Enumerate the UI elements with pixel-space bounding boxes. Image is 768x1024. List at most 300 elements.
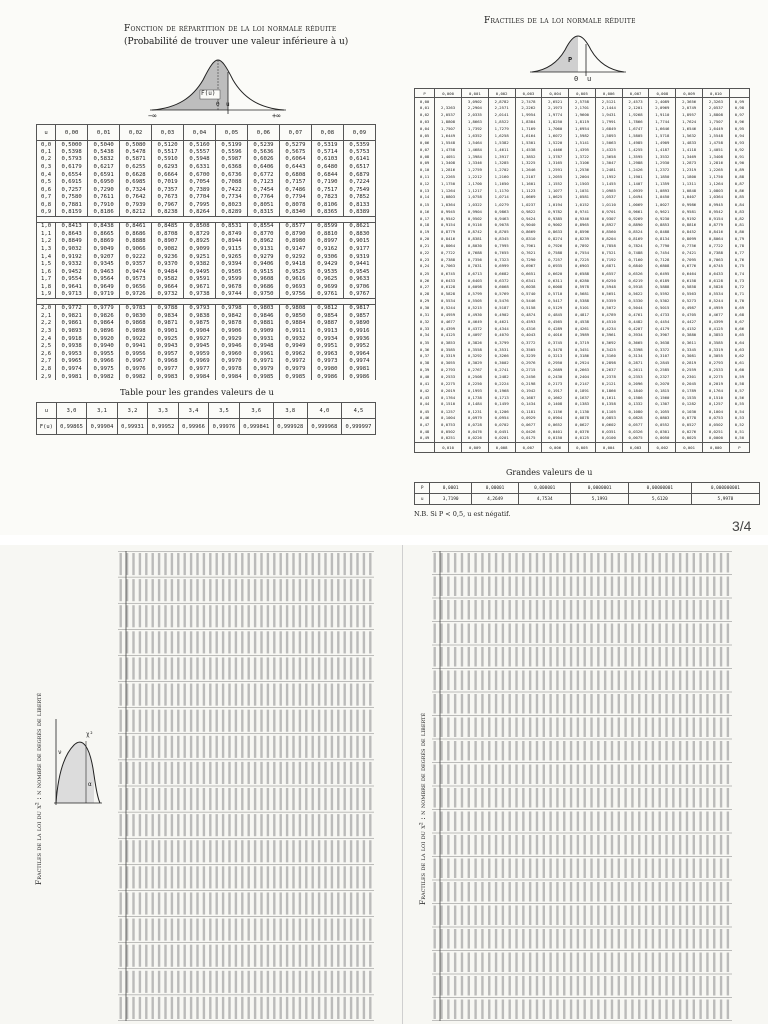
illegible-value-mark xyxy=(190,997,192,1019)
quantile-cell: 0,2950 xyxy=(542,359,569,366)
quantile-cell: 1,2212 xyxy=(461,173,488,180)
probability-cell: 0,8599 xyxy=(311,222,343,230)
illegible-value-mark xyxy=(495,906,497,926)
probability-cell: 0,8508 xyxy=(184,222,216,230)
probability-cell: 0,9953 xyxy=(56,350,88,358)
probability-cell: 0,9147 xyxy=(279,245,311,253)
quantile-cell: 0,4959 xyxy=(435,311,462,318)
illegible-value-mark xyxy=(158,762,160,784)
illegible-value-mark xyxy=(461,812,463,832)
illegible-value-mark xyxy=(543,718,545,738)
illegible-value-mark xyxy=(495,577,497,597)
quantile-cell: 0,2611 xyxy=(622,366,649,373)
illegible-value-mark xyxy=(584,812,586,832)
quantile-cell: 0,1687 xyxy=(515,394,542,401)
illegible-value-mark xyxy=(488,577,490,597)
illegible-value-mark xyxy=(631,553,633,573)
illegible-value-mark xyxy=(727,835,729,855)
illegible-value-mark xyxy=(132,684,134,706)
probability-cell: 0,9656 xyxy=(120,283,152,291)
illegible-value-mark xyxy=(631,882,633,902)
illegible-value-mark xyxy=(474,741,476,761)
illegible-value-mark xyxy=(713,624,715,644)
illegible-value-mark xyxy=(720,859,722,879)
illegible-value-mark xyxy=(292,814,294,836)
column-header: 0,001 xyxy=(461,89,488,98)
quantile-cell: 1,7392 xyxy=(461,125,488,132)
quantile-cell: 0,9863 xyxy=(488,208,515,215)
illegible-value-mark xyxy=(570,647,572,667)
illegible-value-mark xyxy=(267,553,269,575)
illegible-value-mark xyxy=(502,600,504,620)
quantile-cell: 1,1077 xyxy=(542,187,569,194)
row-p-value: 0,00 xyxy=(415,98,435,105)
quantile-cell: 0,0476 xyxy=(461,428,488,435)
illegible-value-mark xyxy=(468,882,470,902)
illegible-value-mark xyxy=(344,971,346,993)
illegible-value-mark xyxy=(515,1000,517,1020)
quantile-cell: 0,2767 xyxy=(461,366,488,373)
illegible-value-mark xyxy=(331,553,333,575)
illegible-value-mark xyxy=(665,929,667,949)
illegible-value-mark xyxy=(672,765,674,785)
row-p-right-value: 0,56 xyxy=(729,394,749,401)
illegible-value-mark xyxy=(659,600,661,620)
quantile-cell: 0,0050 xyxy=(649,435,676,442)
illegible-value-mark xyxy=(549,577,551,597)
illegible-value-mark xyxy=(522,906,524,926)
quantile-cell: 1,2591 xyxy=(542,166,569,173)
illegible-value-mark xyxy=(184,710,186,732)
illegible-value-mark xyxy=(570,741,572,761)
probability-cell: 0,9251 xyxy=(184,253,216,261)
quantile-cell: 0,4593 xyxy=(515,318,542,325)
illegible-value-mark xyxy=(652,882,654,902)
probability-cell: 0,9976 xyxy=(120,365,152,373)
probability-cell: 0,5636 xyxy=(247,148,279,156)
table-row xyxy=(37,260,376,268)
illegible-value-mark xyxy=(706,647,708,667)
row-u-value: 1,2 xyxy=(37,238,56,246)
row-u-value: 0,8 xyxy=(37,201,56,209)
quantile-cell: 2,0537 xyxy=(703,104,730,111)
illegible-value-mark xyxy=(434,1000,436,1020)
illegible-value-mark xyxy=(203,553,205,575)
illegible-value-mark xyxy=(515,718,517,738)
illegible-value-mark xyxy=(611,694,613,714)
probability-cell: 0,5517 xyxy=(152,148,184,156)
illegible-value-mark xyxy=(152,631,154,653)
illegible-value-mark xyxy=(260,684,262,706)
probability-cell: 0,5910 xyxy=(152,156,184,164)
illegible-value-mark xyxy=(509,624,511,644)
illegible-value-mark xyxy=(260,553,262,575)
quantile-cell: 0,6372 xyxy=(488,277,515,284)
quantile-cell: 1,4466 xyxy=(542,146,569,153)
illegible-value-mark xyxy=(145,840,147,862)
illegible-value-mark xyxy=(299,631,301,653)
illegible-value-mark xyxy=(292,553,294,575)
quantile-cell: 1,4255 xyxy=(622,146,649,153)
quantile-cell: 1,4985 xyxy=(622,139,649,146)
quantile-cell: 0,5417 xyxy=(542,297,569,304)
probability-cell: 0,9236 xyxy=(152,253,184,261)
illegible-value-mark xyxy=(693,600,695,620)
illegible-value-mark xyxy=(344,814,346,836)
illegible-value-mark xyxy=(468,577,470,597)
illegible-value-mark xyxy=(556,882,558,902)
illegible-value-mark xyxy=(190,710,192,732)
quantile-cell: 0,3665 xyxy=(622,339,649,346)
probability-cell: 0,9783 xyxy=(120,304,152,312)
probability-cell: 0,5000 xyxy=(56,141,88,149)
quantile-cell: 0,3239 xyxy=(515,352,542,359)
illegible-value-mark xyxy=(158,553,160,575)
quantile-cell: 2,0969 xyxy=(649,104,676,111)
illegible-value-mark xyxy=(216,684,218,706)
illegible-value-mark xyxy=(590,859,592,879)
illegible-value-mark xyxy=(611,600,613,620)
illegible-value-mark xyxy=(331,631,333,653)
illegible-value-mark xyxy=(434,788,436,808)
quantile-cell: 0,9385 xyxy=(542,215,569,222)
quantile-cell: 0,2198 xyxy=(515,380,542,387)
quantile-cell: 0,6588 xyxy=(569,270,596,277)
table-row xyxy=(37,245,376,253)
illegible-value-mark xyxy=(638,812,640,832)
illegible-value-mark xyxy=(461,577,463,597)
quantile-cell: 0,0803 xyxy=(649,414,676,421)
probability-cell: 0,9535 xyxy=(311,268,343,276)
illegible-value-mark xyxy=(152,762,154,784)
illegible-value-mark xyxy=(604,859,606,879)
illegible-value-mark xyxy=(344,840,346,862)
quantile-cell: 0,5044 xyxy=(622,304,649,311)
illegible-value-mark xyxy=(216,814,218,836)
illegible-value-mark xyxy=(216,657,218,679)
probability-cell: 0,9032 xyxy=(56,245,88,253)
illegible-value-mark xyxy=(356,919,358,941)
quantile-cell: 1,2702 xyxy=(488,166,515,173)
illegible-value-mark xyxy=(488,741,490,761)
quantile-cell: 0,5244 xyxy=(703,297,730,304)
quantile-cell: 0,7356 xyxy=(461,256,488,263)
quantile-table-page xyxy=(400,0,768,535)
illegible-value-mark xyxy=(184,945,186,967)
illegible-value-mark xyxy=(299,840,301,862)
illegible-value-mark xyxy=(495,765,497,785)
table-row xyxy=(37,194,376,202)
illegible-value-mark xyxy=(713,671,715,691)
illegible-value-mark xyxy=(693,718,695,738)
illegible-value-mark xyxy=(120,892,122,914)
illegible-value-mark xyxy=(132,605,134,627)
probability-cell: 0,6844 xyxy=(311,171,343,179)
illegible-value-mark xyxy=(235,657,237,679)
quantile-cell: 1,7169 xyxy=(515,125,542,132)
illegible-value-mark xyxy=(706,765,708,785)
illegible-value-mark xyxy=(363,579,365,601)
illegible-value-mark xyxy=(196,762,198,784)
quantile-cell: 0,8134 xyxy=(649,235,676,242)
illegible-value-mark xyxy=(434,953,436,973)
illegible-value-mark xyxy=(474,577,476,597)
illegible-value-mark xyxy=(693,812,695,832)
quantile-cell: 0,8416 xyxy=(435,235,462,242)
illegible-value-mark xyxy=(324,684,326,706)
illegible-value-mark xyxy=(570,694,572,714)
table-row xyxy=(415,180,750,187)
quantile-cell: 0,0201 xyxy=(488,435,515,442)
illegible-value-mark xyxy=(324,736,326,758)
illegible-value-mark xyxy=(543,647,545,667)
quantile-cell: 1,4051 xyxy=(703,146,730,153)
quantile-cell: 1,2759 xyxy=(461,166,488,173)
illegible-value-mark xyxy=(543,882,545,902)
probability-cell: 0,7673 xyxy=(152,194,184,202)
table-row xyxy=(415,387,750,394)
quantile-cell: 0,7225 xyxy=(569,256,596,263)
illegible-value-mark xyxy=(454,671,456,691)
illegible-value-mark xyxy=(254,657,256,679)
illegible-value-mark xyxy=(196,657,198,679)
quantile-cell: 1,0237 xyxy=(515,201,542,208)
illegible-value-mark xyxy=(543,553,545,573)
q-large-u-value: 5,1993 xyxy=(571,494,629,505)
quantile-cell: 1,0803 xyxy=(435,194,462,201)
illegible-value-mark xyxy=(536,577,538,597)
illegible-value-mark xyxy=(679,788,681,808)
illegible-value-mark xyxy=(706,859,708,879)
probability-cell: 0,9319 xyxy=(343,253,375,261)
zero-label: 0 xyxy=(216,101,220,108)
illegible-value-mark xyxy=(713,553,715,573)
illegible-value-mark xyxy=(686,600,688,620)
illegible-value-mark xyxy=(145,657,147,679)
illegible-value-mark xyxy=(563,741,565,761)
probability-cell: 0,9940 xyxy=(88,342,120,350)
quantile-cell: 0,7824 xyxy=(622,242,649,249)
quantile-cell: 0,8853 xyxy=(649,222,676,229)
quantile-cell: 1,4395 xyxy=(569,146,596,153)
illegible-value-mark xyxy=(638,929,640,949)
illegible-value-mark xyxy=(209,866,211,888)
illegible-value-mark xyxy=(570,929,572,949)
probability-cell: 0,7995 xyxy=(184,201,216,209)
quantile-cell: 0,9040 xyxy=(515,222,542,229)
illegible-value-mark xyxy=(248,840,250,862)
illegible-value-mark xyxy=(577,859,579,879)
probability-cell: 0,9830 xyxy=(120,312,152,320)
probability-cell: 0,9066 xyxy=(120,245,152,253)
illegible-value-mark xyxy=(522,929,524,949)
quantile-cell: 0,7521 xyxy=(595,249,622,256)
row-p-right-value: 0,61 xyxy=(729,359,749,366)
quantile-cell: 0,9192 xyxy=(676,215,703,222)
illegible-value-mark xyxy=(652,671,654,691)
column-header: 0,004 xyxy=(542,89,569,98)
illegible-value-mark xyxy=(563,553,565,573)
illegible-value-mark xyxy=(132,710,134,732)
illegible-value-mark xyxy=(318,919,320,941)
large-f-value: 0,99865 xyxy=(56,419,86,435)
illegible-value-mark xyxy=(241,762,243,784)
illegible-value-mark xyxy=(350,892,352,914)
illegible-value-mark xyxy=(502,882,504,902)
quantile-cell: 0,0778 xyxy=(676,414,703,421)
illegible-value-mark xyxy=(260,971,262,993)
illegible-value-mark xyxy=(584,835,586,855)
illegible-value-mark xyxy=(324,840,326,862)
illegible-value-mark xyxy=(556,600,558,620)
illegible-value-mark xyxy=(563,929,565,949)
illegible-value-mark xyxy=(164,814,166,836)
row-p-value: 0,22 xyxy=(415,249,435,256)
illegible-value-mark xyxy=(324,710,326,732)
illegible-value-mark xyxy=(618,859,620,879)
probability-cell: 0,5557 xyxy=(184,148,216,156)
quantile-cell: 2,8782 xyxy=(488,98,515,105)
quantile-cell: 1,2816 xyxy=(703,160,730,167)
probability-cell: 0,7549 xyxy=(343,186,375,194)
illegible-value-mark xyxy=(440,953,442,973)
illegible-value-mark xyxy=(699,577,701,597)
illegible-value-mark xyxy=(447,671,449,691)
illegible-value-mark xyxy=(618,906,620,926)
illegible-value-mark xyxy=(631,929,633,949)
probability-cell: 0,8485 xyxy=(152,222,184,230)
illegible-value-mark xyxy=(481,788,483,808)
illegible-value-mark xyxy=(363,684,365,706)
quantile-cell: 0,5072 xyxy=(595,304,622,311)
probability-cell: 0,9826 xyxy=(88,312,120,320)
illegible-value-mark xyxy=(344,997,346,1019)
illegible-value-mark xyxy=(488,1000,490,1020)
illegible-value-mark xyxy=(318,553,320,575)
illegible-value-mark xyxy=(679,647,681,667)
illegible-value-mark xyxy=(177,710,179,732)
probability-cell: 0,7422 xyxy=(216,186,248,194)
probability-cell: 0,9207 xyxy=(88,253,120,261)
probability-cell: 0,9713 xyxy=(56,291,88,299)
illegible-value-mark xyxy=(139,866,141,888)
quantile-cell: 0,5534 xyxy=(435,297,462,304)
illegible-value-mark xyxy=(196,605,198,627)
quantile-cell: 0,2819 xyxy=(676,359,703,366)
illegible-value-mark xyxy=(267,814,269,836)
probability-cell: 0,9131 xyxy=(247,245,279,253)
illegible-value-mark xyxy=(171,788,173,810)
illegible-value-mark xyxy=(665,600,667,620)
quantile-cell: 1,0322 xyxy=(461,201,488,208)
illegible-value-mark xyxy=(577,976,579,996)
illegible-value-mark xyxy=(713,835,715,855)
probability-cell: 0,9966 xyxy=(88,358,120,366)
probability-cell: 0,9956 xyxy=(120,350,152,358)
illegible-value-mark xyxy=(495,859,497,879)
table-row xyxy=(415,228,750,235)
illegible-value-mark xyxy=(331,762,333,784)
illegible-value-mark xyxy=(228,579,230,601)
quantile-cell: 0,2663 xyxy=(569,366,596,373)
illegible-value-mark xyxy=(495,600,497,620)
row-p-value: 0,35 xyxy=(415,339,435,346)
illegible-value-mark xyxy=(611,812,613,832)
row-p-right-value: 0,60 xyxy=(729,366,749,373)
illegible-value-mark xyxy=(611,1000,613,1020)
row-p-right-value: 0,65 xyxy=(729,332,749,339)
illegible-value-mark xyxy=(543,624,545,644)
quantile-cell: 1,5632 xyxy=(676,132,703,139)
quantile-cell: 1,3285 xyxy=(488,160,515,167)
illegible-value-mark xyxy=(440,671,442,691)
illegible-value-mark xyxy=(254,919,256,941)
illegible-value-mark xyxy=(216,736,218,758)
illegible-value-mark xyxy=(645,694,647,714)
table-row xyxy=(415,366,750,373)
illegible-value-mark xyxy=(509,1000,511,1020)
large-f-value: 0,999968 xyxy=(307,419,341,435)
illegible-value-mark xyxy=(536,788,538,808)
quantile-cell: 1,2646 xyxy=(515,166,542,173)
quantile-cell: 0,0979 xyxy=(461,414,488,421)
illegible-value-mark xyxy=(481,741,483,761)
quantile-cell: 0,0226 xyxy=(461,435,488,442)
illegible-value-mark xyxy=(312,657,314,679)
illegible-value-mark xyxy=(672,718,674,738)
illegible-value-mark xyxy=(216,997,218,1019)
quantile-cell: 0,9116 xyxy=(461,222,488,229)
quantile-cell: 0,8204 xyxy=(595,235,622,242)
quantile-cell: 0,1130 xyxy=(569,408,596,415)
illegible-value-mark xyxy=(672,976,674,996)
illegible-value-mark xyxy=(618,765,620,785)
quantile-cell: 0,2378 xyxy=(595,373,622,380)
illegible-value-mark xyxy=(590,600,592,620)
illegible-value-mark xyxy=(369,814,371,836)
illegible-value-mark xyxy=(369,866,371,888)
illegible-value-mark xyxy=(509,835,511,855)
illegible-value-mark xyxy=(536,953,538,973)
quantile-cell: 0,9822 xyxy=(515,208,542,215)
illegible-value-mark xyxy=(312,579,314,601)
illegible-value-mark xyxy=(474,929,476,949)
illegible-value-mark xyxy=(631,577,633,597)
illegible-value-mark xyxy=(604,600,606,620)
illegible-value-mark xyxy=(222,997,224,1019)
illegible-value-mark xyxy=(563,647,565,667)
illegible-value-mark xyxy=(468,624,470,644)
illegible-value-mark xyxy=(549,882,551,902)
illegible-value-mark xyxy=(324,579,326,601)
cdf-table-title: Fonction de répartition de la loi normale réduite xyxy=(124,24,337,34)
quantile-cell: 0,6999 xyxy=(488,263,515,270)
illegible-value-mark xyxy=(292,631,294,653)
quantile-cell: 1,5718 xyxy=(649,132,676,139)
illegible-value-mark xyxy=(434,859,436,879)
illegible-value-mark xyxy=(324,945,326,967)
illegible-value-mark xyxy=(509,906,511,926)
quantile-cell: 0,3319 xyxy=(703,346,730,353)
illegible-value-mark xyxy=(318,684,320,706)
illegible-value-mark xyxy=(509,694,511,714)
illegible-value-mark xyxy=(184,814,186,836)
probability-cell: 0,7881 xyxy=(56,201,88,209)
illegible-value-mark xyxy=(440,741,442,761)
table-row xyxy=(415,304,750,311)
probability-cell: 0,6141 xyxy=(343,156,375,164)
illegible-value-mark xyxy=(727,694,729,714)
